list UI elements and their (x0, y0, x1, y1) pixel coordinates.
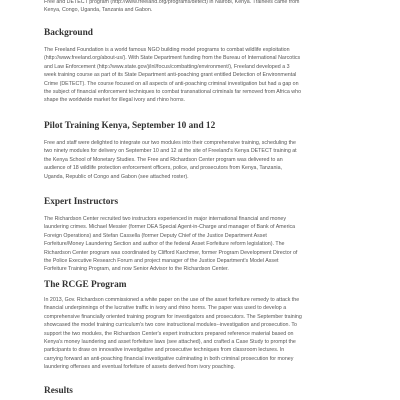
text-line: two ninety modules for delivery on September 10 and 12 at the site of Freeland's Kenya DETECT training at (44, 148, 297, 155)
rcge-program-paragraph (44, 296, 384, 372)
text-line: Uganda, Republic of Congo and Gabon (see attached roster). (44, 173, 189, 180)
text-line: Kenya, Congo, Uganda, Tanzania and Gabon. (44, 7, 153, 14)
section-heading-background: Background (44, 28, 93, 38)
text-line: and Law Enforcement (http://www.state.gov/j/inl/focus/combatting/environment/), Freeland developed a 3 (44, 63, 290, 70)
text-line: Free and staff were delighted to integrate our two modules into their comprehensive training, scheduling the (44, 140, 296, 146)
text-line: Free and DETECT program (http://www.freeland.org/programs/detect) in Nairobi, Kenya. Trainees came from (44, 0, 300, 5)
text-line: shape the worldwide market for illegal ivory and rhino horns. (44, 97, 186, 104)
background-paragraph (44, 46, 384, 105)
text-line: laundering crimes. Michael Messier (former DEA Special Agent-in-Charge and manager of Bank of America (44, 224, 296, 231)
text-line: Crime (DETECT). The course focused on all aspects of anti-poaching criminal investigation but had a gap on (44, 80, 299, 87)
text-line: participants to draw on innovative investigative and prosecutive techniques from classroom lectures. In (44, 347, 285, 354)
text-line: the subject of financial enforcement techniques to combat transnational criminals far removed from Africa who (44, 88, 302, 95)
text-line: support the two modules, the Richardson Center's expert instructors prepared reference material based on (44, 330, 294, 337)
text-line: Forfeiture Training Program, and now Senior Advisor to the Richardson Center. (44, 266, 229, 273)
text-line: laundering offenses and eventual forfeiture of assets derived from ivory poaching. (44, 364, 235, 371)
text-line: Foreign Operations) and Stefan Cassella (former Deputy Chief of the Justice Department Asset (44, 232, 267, 239)
section-heading-rcge-program: The RCGE Program (44, 280, 127, 290)
text-line: Richardson Center program was coordinated by Clifford Karchmer, former Program Development Director of (44, 249, 298, 256)
text-line: financial underpinnings of the lucrative traffic in ivory and rhino horns. The paper was used to develop a (44, 305, 287, 312)
text-line: the Kenya School of Monetary Studies. The Free and Richardson Center program was delivered to an (44, 156, 283, 163)
section-heading-expert-instructors: Expert Instructors (44, 197, 119, 207)
text-line: carrying forward an anti-poaching financial investigative culminating in both criminal prosecution for money (44, 355, 294, 362)
text-line: week training course as part of its State Department anti-poaching grant entitled Detection of Environmental (44, 72, 297, 79)
intro-paragraph (44, 0, 384, 15)
text-line: The Richardson Center recruited two instructors experienced in major international financial and money (44, 216, 287, 222)
text-line: (http://www.freeland.org/about-us/). With State Department funding from the Bureau of International Narcotics (44, 55, 301, 62)
section-heading-results: Results (44, 386, 73, 396)
pilot-training-paragraph (44, 139, 384, 181)
text-line: In 2013, Gov. Richardson commissioned a white paper on the use of the asset forfeiture remedy to attack the (44, 297, 300, 303)
expert-instructors-paragraph (44, 215, 384, 274)
text-line: comprehensive financially oriented training program for investigators and prosecutors. The September training (44, 313, 302, 320)
text-line: the Police Executive Research Forum and project manager of the Justice Department's Model Asset (44, 257, 279, 264)
text-line: showcased the model training curriculum's two core instructional modules--investigation and prosecution. To (44, 322, 297, 329)
section-heading-pilot-training: Pilot Training Kenya, September 10 and 12 (44, 121, 216, 131)
text-line: Forfeiture/Money Laundering Section and author of the federal Asset Forfeiture reform legislation). The (44, 241, 285, 248)
text-line: Kenya's money laundering and asset forfeiture laws (see attached), and crafted a Case Study to prompt the (44, 338, 296, 345)
text-line: audience of 18 wildlife protection enforcement officers, police, and prosecutors from Kenya, Tanzania, (44, 165, 283, 172)
text-line: The Freeland Foundation is a world famous NGO building model programs to combat wildlife exploitation (44, 47, 290, 53)
